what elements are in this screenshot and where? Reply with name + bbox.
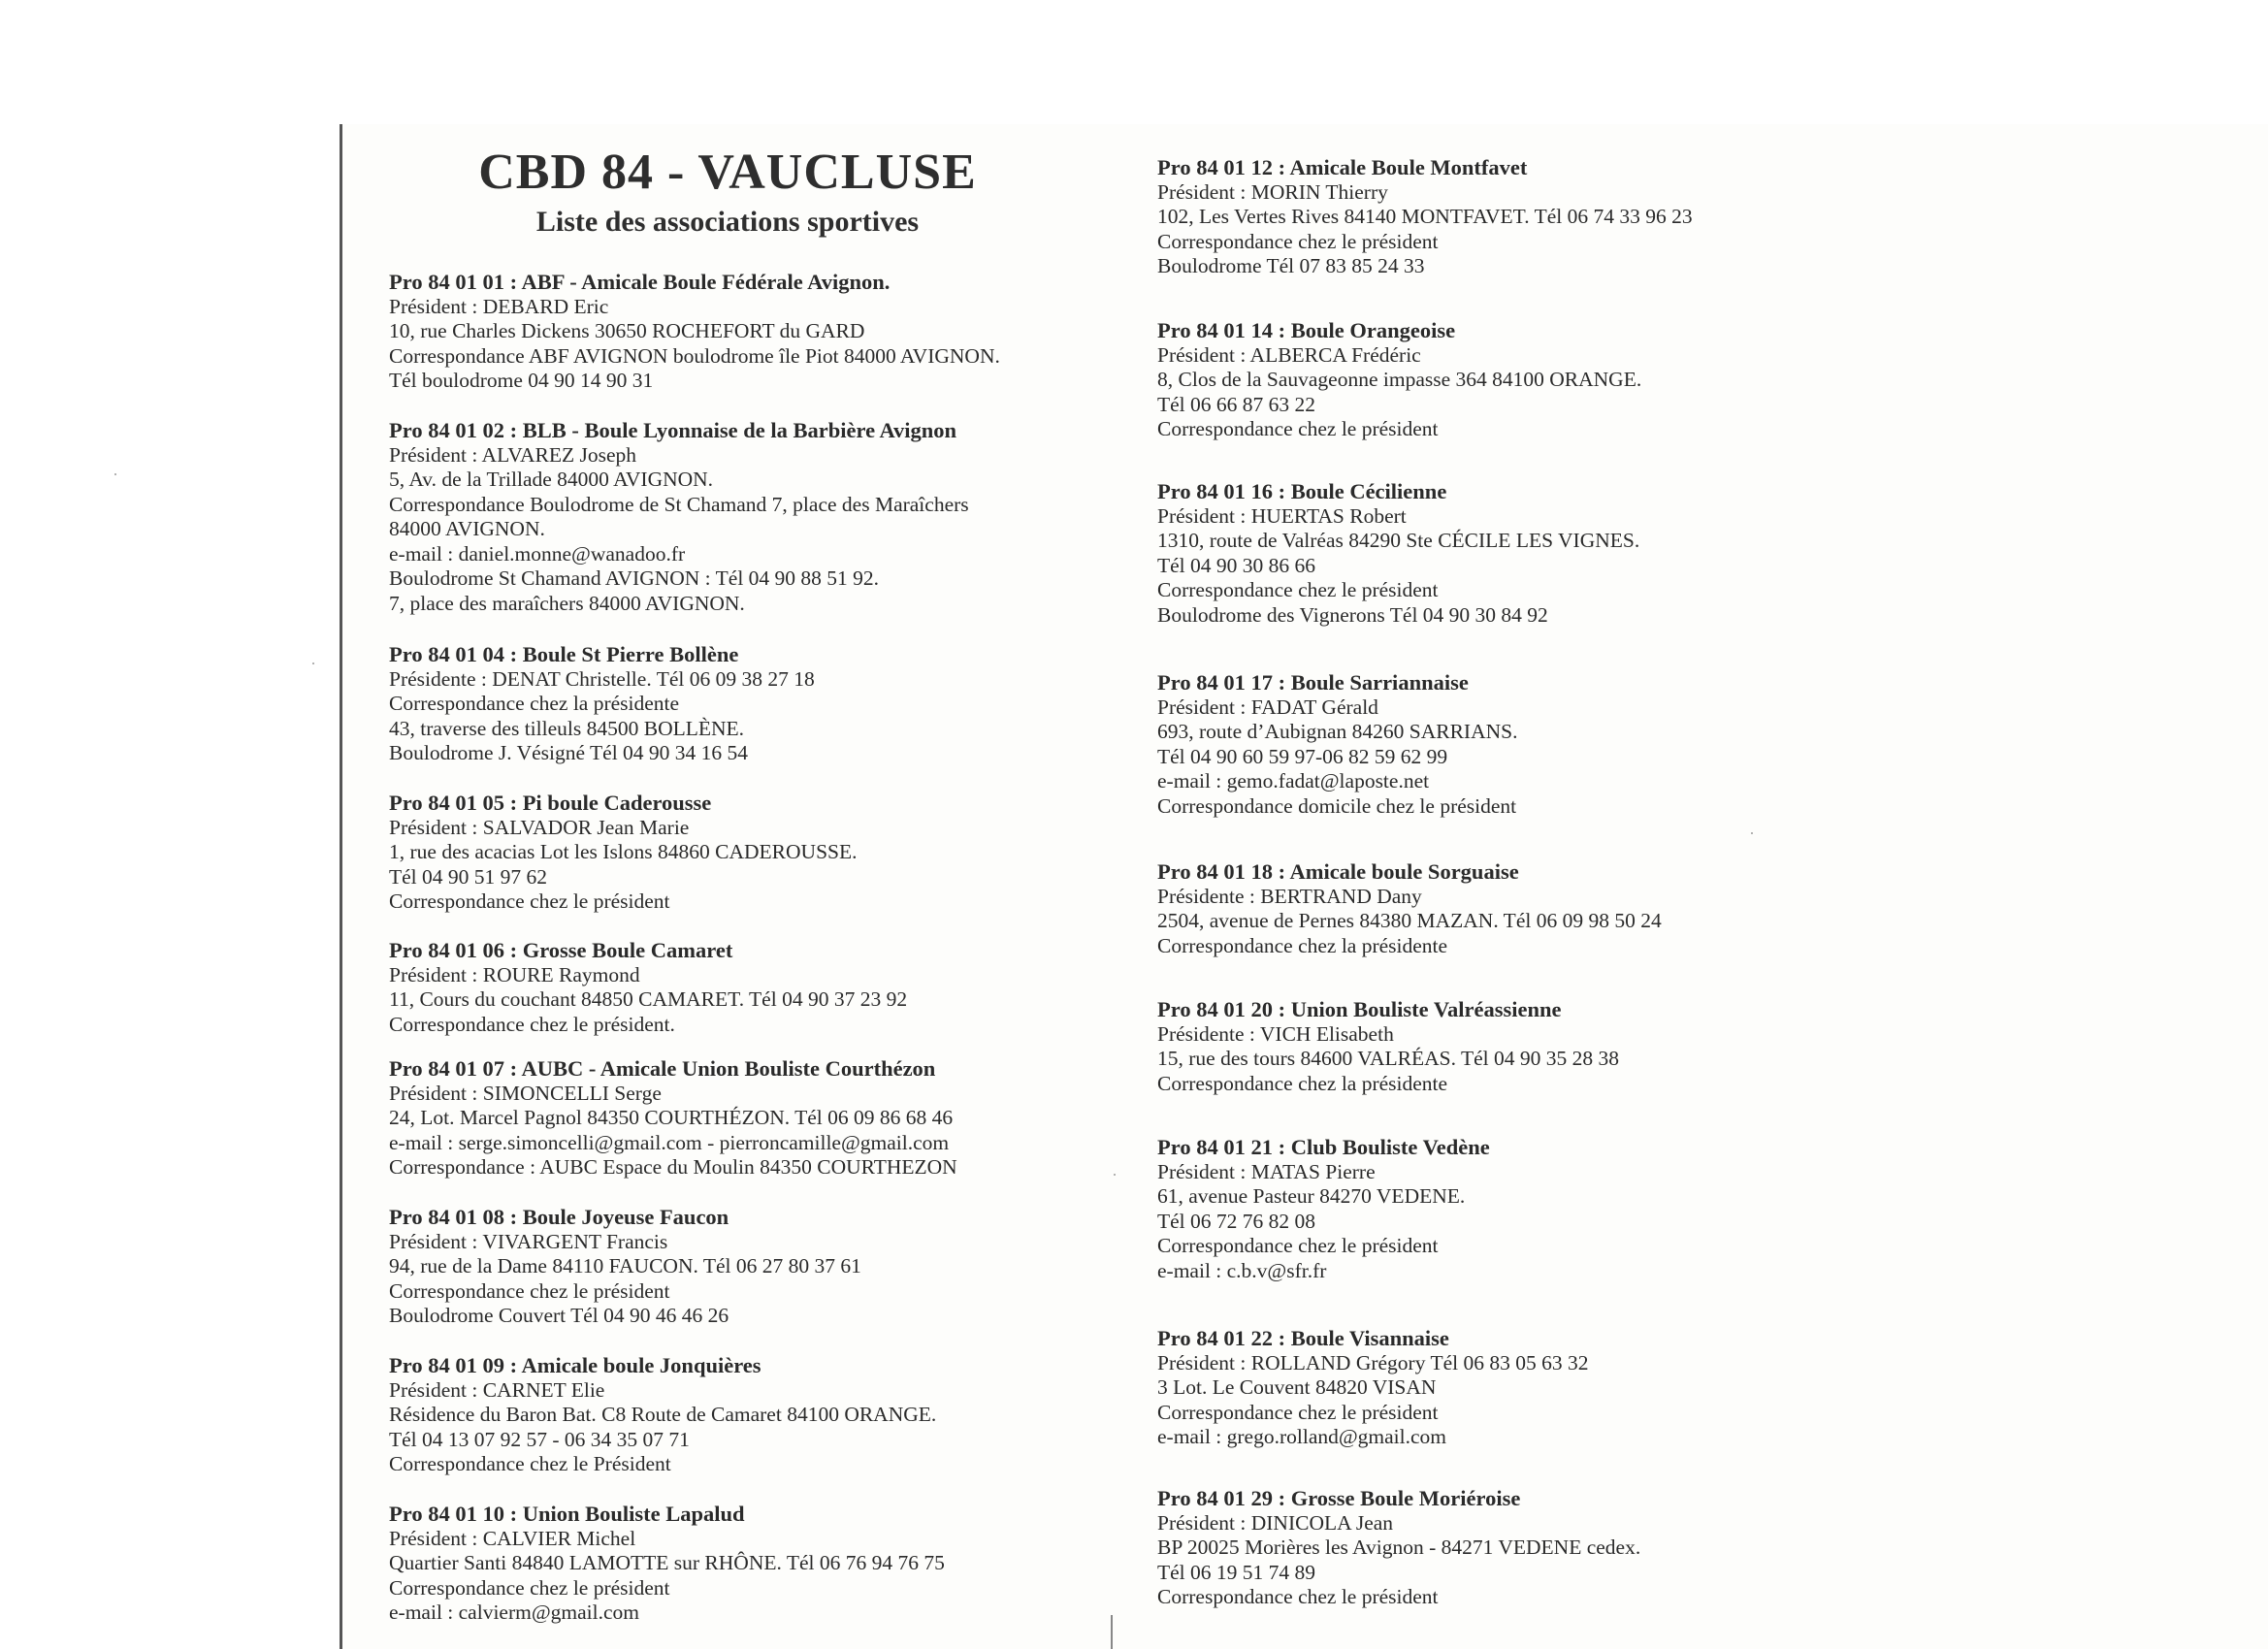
association-detail-line: Président : ROURE Raymond	[389, 962, 640, 986]
association-detail-line: Président : MATAS Pierre	[1157, 1159, 1376, 1183]
association-detail-line: Tél 04 90 60 59 97-06 82 59 62 99	[1157, 744, 1448, 768]
association-detail-line: Correspondance chez la présidente	[1157, 933, 1448, 957]
association-detail-line: Boulodrome des Vignerons Tél 04 90 30 84 92	[1157, 602, 1548, 627]
association-detail-line: Président : SALVADOR Jean Marie	[389, 815, 690, 839]
association-heading: Pro 84 01 12 : Amicale Boule Montfavet	[1157, 155, 1528, 179]
association-detail-line: e-mail : serge.simoncelli@gmail.com - pierroncamille@gmail.com	[389, 1130, 950, 1154]
association-entry	[389, 791, 858, 915]
association-detail-line: Correspondance chez le président	[389, 889, 670, 913]
association-detail-line: Présidente : DENAT Christelle. Tél 06 09 38 27 18	[389, 666, 815, 691]
association-detail-line: Correspondance chez le président	[1157, 1400, 1439, 1424]
association-detail-line: Président : DINICOLA Jean	[1157, 1510, 1394, 1535]
association-detail-line: 102, Les Vertes Rives 84140 MONTFAVET. Tél 06 74 33 96 23	[1157, 205, 1693, 228]
association-detail-line: Tél 06 66 87 63 22	[1157, 392, 1316, 416]
scan-speck	[114, 473, 116, 475]
association-detail-line: 1310, route de Valréas 84290 Ste CÉCILE LES VIGNES.	[1157, 529, 1640, 552]
association-entry	[1157, 997, 1619, 1096]
association-detail-line: e-mail : c.b.v@sfr.fr	[1157, 1258, 1327, 1282]
association-detail-line: 7, place des maraîchers 84000 AVIGNON.	[389, 591, 745, 615]
association-detail-line: Correspondance Boulodrome de St Chamand 7, place des Maraîchers	[389, 492, 969, 516]
association-detail-line: 3 Lot. Le Couvent 84820 VISAN	[1157, 1375, 1437, 1399]
association-detail-line: 61, avenue Pasteur 84270 VEDENE.	[1157, 1184, 1466, 1208]
association-detail-line: 1, rue des acacias Lot les Islons 84860 CADEROUSSE.	[389, 840, 858, 863]
association-entry	[389, 938, 907, 1037]
association-detail-line: e-mail : daniel.monne@wanadoo.fr	[389, 541, 686, 566]
association-detail-line: Président : ALVAREZ Joseph	[389, 442, 637, 467]
association-detail-line: Président : VIVARGENT Francis	[389, 1229, 668, 1253]
association-entry	[389, 1205, 861, 1329]
association-heading: Pro 84 01 21 : Club Bouliste Vedène	[1157, 1135, 1490, 1159]
association-heading: Pro 84 01 18 : Amicale boule Sorguaise	[1157, 859, 1519, 884]
scan-speck	[1751, 832, 1753, 834]
association-entry	[1157, 1486, 1640, 1610]
association-detail-line: Quartier Santi 84840 LAMOTTE sur RHÔNE. Tél 06 76 94 76 75	[389, 1551, 945, 1574]
association-entry	[389, 1056, 957, 1180]
association-detail-line: Président : ROLLAND Grégory Tél 06 83 05 63 32	[1157, 1350, 1589, 1374]
association-heading: Pro 84 01 01 : ABF - Amicale Boule Fédérale Avignon.	[389, 270, 891, 294]
association-detail-line: 84000 AVIGNON.	[389, 517, 545, 540]
association-detail-line: Président : DEBARD Eric	[389, 294, 609, 318]
association-entry	[389, 1353, 936, 1477]
association-detail-line: Boulodrome Tél 07 83 85 24 33	[1157, 254, 1425, 277]
association-detail-line: Résidence du Baron Bat. C8 Route de Camaret 84100 ORANGE.	[389, 1403, 937, 1426]
association-detail-line: Correspondance chez le président.	[389, 1012, 675, 1036]
association-detail-line: Boulodrome J. Vésigné Tél 04 90 34 16 54	[389, 741, 749, 764]
association-entry	[389, 418, 969, 616]
association-entry	[389, 270, 1000, 394]
association-heading: Pro 84 01 06 : Grosse Boule Camaret	[389, 938, 733, 962]
association-detail-line: Président : SIMONCELLI Serge	[389, 1081, 662, 1105]
association-heading: Pro 84 01 08 : Boule Joyeuse Faucon	[389, 1205, 729, 1229]
association-entry	[1157, 318, 1641, 442]
association-detail-line: 94, rue de la Dame 84110 FAUCON. Tél 06 27 80 37 61	[389, 1254, 861, 1277]
association-heading: Pro 84 01 29 : Grosse Boule Moriéroise	[1157, 1486, 1521, 1510]
association-detail-line: 2504, avenue de Pernes 84380 MAZAN. Tél 06 09 98 50 24	[1157, 909, 1662, 932]
association-entry	[389, 642, 815, 766]
association-heading: Pro 84 01 14 : Boule Orangeoise	[1157, 318, 1456, 342]
association-detail-line: e-mail : gemo.fadat@laposte.net	[1157, 769, 1430, 792]
association-detail-line: Correspondance chez le Président	[389, 1452, 671, 1475]
association-entry	[1157, 1326, 1588, 1450]
association-heading: Pro 84 01 17 : Boule Sarriannaise	[1157, 670, 1469, 695]
association-heading: Pro 84 01 09 : Amicale boule Jonquières	[389, 1353, 761, 1377]
association-detail-line: 24, Lot. Marcel Pagnol 84350 COURTHÉZON. Tél 06 09 86 68 46	[389, 1106, 954, 1129]
association-detail-line: Tél 06 19 51 74 89	[1157, 1560, 1316, 1584]
page-fold	[1111, 1615, 1113, 1649]
association-detail-line: 693, route d’Aubignan 84260 SARRIANS.	[1157, 720, 1518, 743]
association-detail-line: Boulodrome Couvert Tél 04 90 46 46 26	[389, 1304, 729, 1327]
association-detail-line: Président : CARNET Elie	[389, 1377, 605, 1402]
association-detail-line: Président : ALBERCA Frédéric	[1157, 342, 1421, 367]
association-heading: Pro 84 01 05 : Pi boule Caderousse	[389, 791, 712, 815]
association-detail-line: Tél 06 72 76 82 08	[1157, 1209, 1316, 1233]
association-heading: Pro 84 01 10 : Union Bouliste Lapalud	[389, 1502, 745, 1526]
association-detail-line: 10, rue Charles Dickens 30650 ROCHEFORT du GARD	[389, 319, 865, 342]
association-heading: Pro 84 01 02 : BLB - Boule Lyonnaise de la Barbière Avignon	[389, 418, 957, 442]
association-detail-line: Tél 04 13 07 92 57 - 06 34 35 07 71	[389, 1427, 690, 1451]
association-heading: Pro 84 01 07 : AUBC - Amicale Union Bouliste Courthézon	[389, 1056, 936, 1081]
association-detail-line: Correspondance chez le président	[389, 1575, 670, 1600]
association-detail-line: Tél boulodrome 04 90 14 90 31	[389, 369, 654, 392]
page-left-edge	[340, 124, 342, 1649]
association-detail-line: Correspondance chez le président	[389, 1278, 670, 1303]
page-title: CBD 84 - VAUCLUSE	[478, 145, 977, 200]
association-detail-line: 43, traverse des tilleuls 84500 BOLLÈNE.	[389, 716, 745, 740]
association-heading: Pro 84 01 22 : Boule Visannaise	[1157, 1326, 1449, 1350]
association-detail-line: Correspondance chez le président	[1157, 578, 1439, 601]
association-detail-line: e-mail : calvierm@gmail.com	[389, 1600, 639, 1624]
association-detail-line: BP 20025 Morières les Avignon - 84271 VEDENE cedex.	[1157, 1536, 1641, 1559]
association-detail-line: 15, rue des tours 84600 VALRÉAS. Tél 04 90 35 28 38	[1157, 1047, 1619, 1070]
page-subtitle: Liste des associations sportives	[535, 206, 920, 238]
association-entry	[1157, 479, 1639, 628]
association-detail-line: Tél 04 90 30 86 66	[1157, 553, 1316, 577]
association-detail-line: Correspondance domicile chez le président	[1157, 793, 1517, 818]
association-detail-line: Tél 04 90 51 97 62	[389, 864, 548, 889]
association-detail-line: 8, Clos de la Sauvageonne impasse 364 84100 ORANGE.	[1157, 368, 1642, 391]
association-heading: Pro 84 01 20 : Union Bouliste Valréassienne	[1157, 997, 1562, 1021]
association-detail-line: Correspondance chez la présidente	[389, 692, 680, 715]
association-detail-line: 5, Av. de la Trillade 84000 AVIGNON.	[389, 468, 714, 491]
association-detail-line: 11, Cours du couchant 84850 CAMARET. Tél 04 90 37 23 92	[389, 987, 908, 1011]
association-detail-line: Correspondance chez le président	[1157, 1585, 1439, 1608]
association-detail-line: Boulodrome St Chamand AVIGNON : Tél 04 90 88 51 92.	[389, 566, 880, 590]
association-detail-line: Président : FADAT Gérald	[1157, 695, 1378, 719]
association-detail-line: Correspondance chez le président	[1157, 417, 1439, 440]
association-detail-line: Correspondance chez le président	[1157, 229, 1439, 253]
association-entry	[1157, 155, 1693, 279]
association-detail-line: Président : MORIN Thierry	[1157, 179, 1388, 204]
association-detail-line: Président : HUERTAS Robert	[1157, 503, 1407, 528]
scan-speck	[312, 663, 314, 664]
association-detail-line: Correspondance chez le président	[1157, 1234, 1439, 1257]
association-entry	[1157, 1135, 1490, 1283]
association-detail-line: Correspondance : AUBC Espace du Moulin 84350 COURTHEZON	[389, 1155, 957, 1179]
association-detail-line: Présidente : BERTRAND Dany	[1157, 884, 1422, 908]
association-detail-line: Correspondance ABF AVIGNON boulodrome île Piot 84000 AVIGNON.	[389, 343, 1000, 368]
association-entry	[389, 1502, 945, 1626]
association-heading: Pro 84 01 16 : Boule Cécilienne	[1157, 479, 1447, 503]
association-entry	[1157, 859, 1662, 958]
association-detail-line: e-mail : grego.rolland@gmail.com	[1157, 1425, 1447, 1448]
association-detail-line: Président : CALVIER Michel	[389, 1526, 636, 1550]
association-heading: Pro 84 01 04 : Boule St Pierre Bollène	[389, 642, 739, 666]
scan-speck	[1114, 1174, 1116, 1176]
association-detail-line: Présidente : VICH Elisabeth	[1157, 1021, 1394, 1046]
association-detail-line: Correspondance chez la présidente	[1157, 1071, 1448, 1095]
association-entry	[1157, 670, 1517, 819]
